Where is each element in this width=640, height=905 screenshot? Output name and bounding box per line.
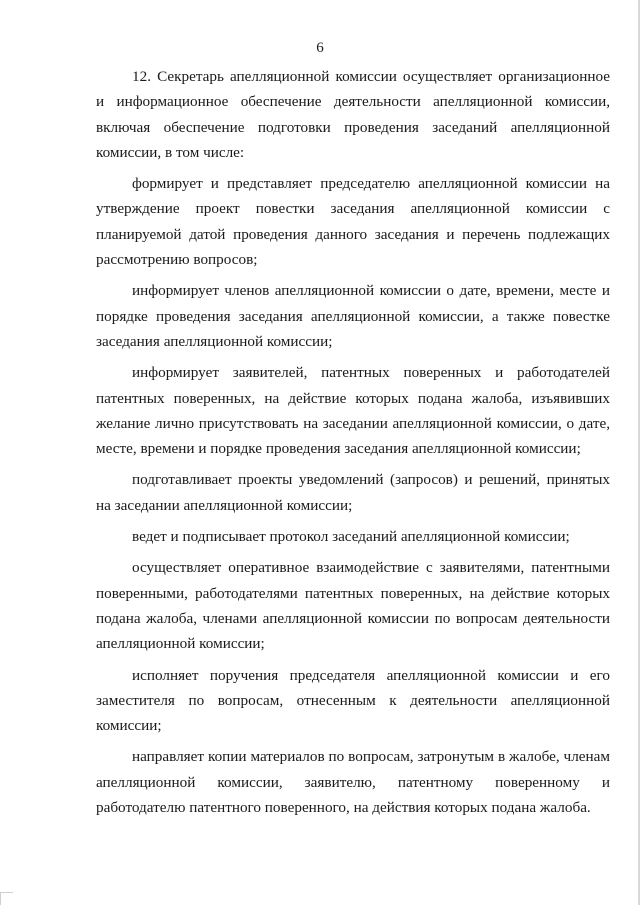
paragraph-inform-applicants: информирует заявителей, патентных поверенных и работодателей патентных поверенных, на действие которых подана жалоба, изъявивших желание лично присутствовать на заседании апелляционной комиссии, о дате, месте, времени и порядке проведения заседания апелляционной комиссии; bbox=[96, 364, 610, 458]
paragraph-prepare-drafts: подготавливает проекты уведомлений (запросов) и решений, принятых на заседании апелляционной комиссии; bbox=[96, 471, 610, 514]
paragraph-instructions: исполняет поручения председателя апелляционной комиссии и его заместителя по вопросам, отнесенным к деятельности апелляционной комиссии; bbox=[96, 666, 610, 735]
page-number: 6 bbox=[316, 40, 324, 56]
paragraph-inform-members: информирует членов апелляционной комиссии о дате, времени, месте и порядке проведения заседания апелляционной комиссии, а также повестке заседания апелляционной комиссии; bbox=[96, 282, 610, 350]
document-body bbox=[96, 64, 610, 820]
paragraph-protocol: ведет и подписывает протокол заседаний апелляционной комиссии; bbox=[132, 528, 570, 546]
paragraph-secretary-duties: 12. Секретарь апелляционной комиссии осуществляет организационное и информационное обеспечение деятельности апелляционной комиссии, включая обеспечение подготовки проведения заседаний апелляционной комиссии, в том числе: bbox=[96, 68, 610, 161]
paragraph-agenda: формирует и представляет председателю апелляционной комиссии на утверждение проект повестки заседания апелляционной комиссии с планируемой датой проведения данного заседания и перечень подлежащих рассмотрению вопросов; bbox=[96, 175, 610, 269]
scan-corner-mark bbox=[0, 892, 13, 905]
paragraph-send-copies: направляет копии материалов по вопросам, затронутым в жалобе, членам апелляционной комиссии, заявителю, патентному поверенному и работодателю патентного поверенного, на действия которых подана жалоба. bbox=[96, 748, 610, 817]
paragraph-interaction: осуществляет оперативное взаимодействие с заявителями, патентными поверенными, работодателями патентных поверенных, на действие которых подана жалоба, членами апелляционной комиссии по вопросам деятельности апелляционной комиссии; bbox=[96, 559, 610, 653]
